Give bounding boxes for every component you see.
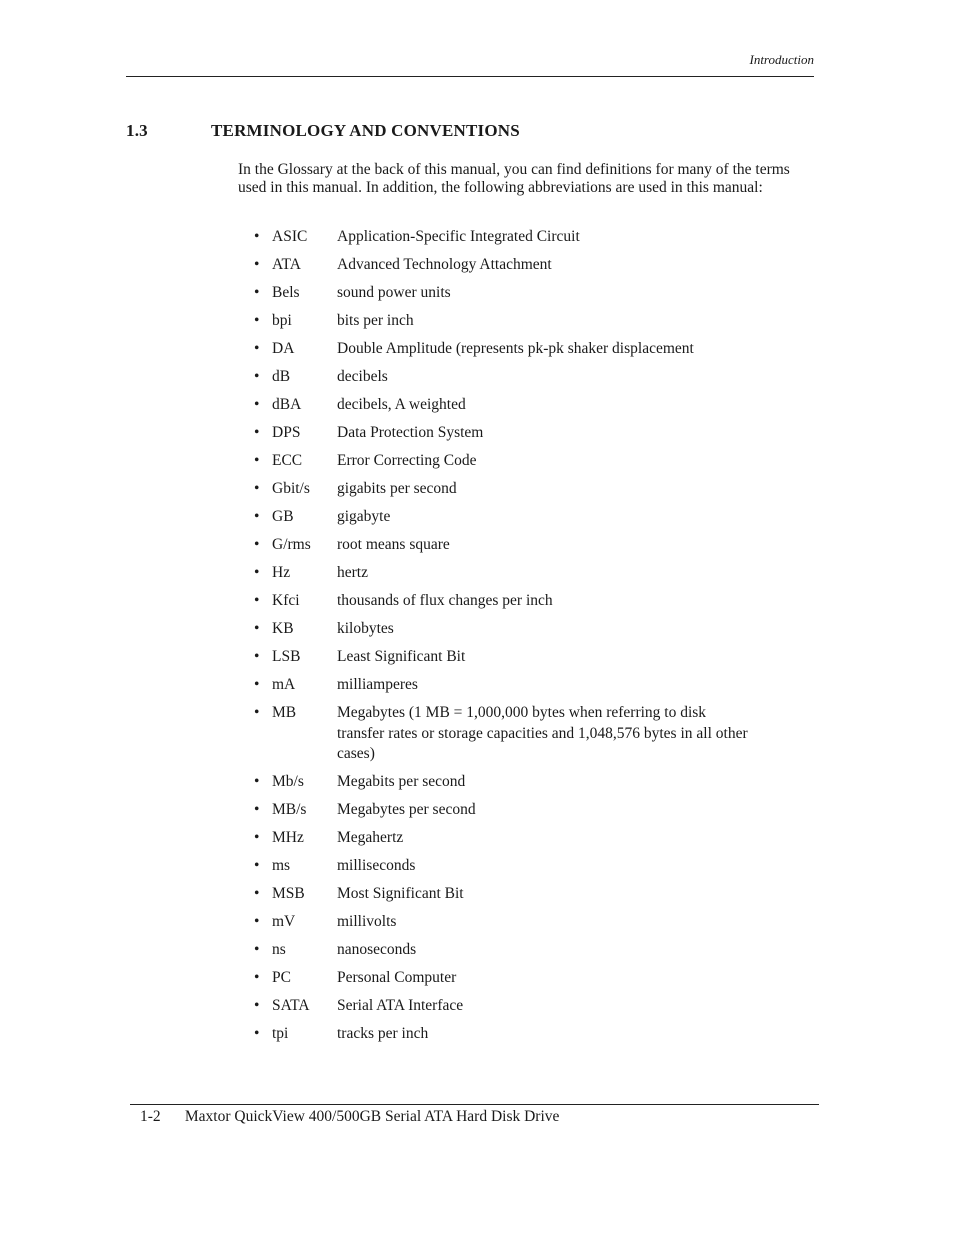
abbreviation-term: G/rms	[272, 536, 311, 553]
abbreviation-definition: millivolts	[337, 913, 397, 930]
abbreviation-item	[254, 479, 774, 500]
bullet-icon: •	[254, 564, 260, 581]
bullet-icon: •	[254, 648, 260, 665]
abbreviation-term: mV	[272, 913, 296, 930]
abbreviation-definition: milliseconds	[337, 857, 416, 874]
page-footer	[140, 1108, 800, 1126]
abbreviation-definition: Serial ATA Interface	[337, 997, 464, 1014]
abbreviation-term: MB/s	[272, 801, 307, 818]
abbreviation-term: dBA	[272, 396, 302, 413]
abbreviation-term: bpi	[272, 312, 292, 329]
bullet-icon: •	[254, 676, 260, 693]
footer-page-number: 1-2	[140, 1108, 161, 1125]
bullet-icon: •	[254, 592, 260, 609]
bullet-icon: •	[254, 704, 260, 721]
abbreviation-item	[254, 772, 774, 793]
bullet-icon: •	[254, 1025, 260, 1042]
abbreviation-definition: gigabits per second	[337, 480, 457, 497]
bullet-icon: •	[254, 312, 260, 329]
abbreviation-item	[254, 800, 774, 821]
running-header: Introduction	[749, 52, 814, 67]
intro-paragraph: In the Glossary at the back of this manual, you can find definitions for many of the terms used in this manual. In addition, the following abbreviations are used in this manual:	[238, 161, 790, 196]
abbreviation-definition: Megabytes per second	[337, 801, 476, 818]
abbreviation-definition: Megabytes (1 MB = 1,000,000 bytes when referring to disk transfer rates or storage capacities and 1,048,576 bytes in all other cases)	[337, 704, 748, 762]
abbreviation-item	[254, 996, 774, 1017]
abbreviation-definition: sound power units	[337, 284, 451, 301]
abbreviation-item	[254, 423, 774, 444]
abbreviation-item	[254, 563, 774, 584]
abbreviation-item	[254, 828, 774, 849]
bullet-icon: •	[254, 857, 260, 874]
section-number: 1.3	[126, 121, 148, 140]
abbreviation-item	[254, 339, 774, 360]
abbreviation-item	[254, 227, 774, 248]
abbreviation-definition: Most Significant Bit	[337, 885, 464, 902]
abbreviation-term: tpi	[272, 1025, 289, 1042]
footer-document-title: Maxtor QuickView 400/500GB Serial ATA Hard Disk Drive	[184, 1108, 560, 1125]
abbreviation-item	[254, 912, 774, 933]
abbreviation-term: dB	[272, 368, 291, 385]
abbreviation-definition: nanoseconds	[337, 941, 417, 958]
bullet-icon: •	[254, 773, 260, 790]
abbreviation-item	[254, 283, 774, 304]
bullet-icon: •	[254, 997, 260, 1014]
abbreviation-term: Kfci	[272, 592, 300, 609]
abbreviation-item	[254, 856, 774, 877]
bullet-icon: •	[254, 913, 260, 930]
abbreviation-definition: Personal Computer	[337, 969, 457, 986]
abbreviation-term: PC	[272, 969, 291, 986]
abbreviation-item	[254, 507, 774, 528]
bullet-icon: •	[254, 480, 260, 497]
abbreviation-item	[254, 535, 774, 556]
abbreviation-term: DA	[272, 340, 295, 357]
abbreviation-definition: Megahertz	[337, 829, 404, 846]
abbreviation-term: MHz	[272, 829, 304, 846]
abbreviation-term: ECC	[272, 452, 303, 469]
bullet-icon: •	[254, 941, 260, 958]
abbreviation-item	[254, 395, 774, 416]
abbreviation-item	[254, 451, 774, 472]
abbreviation-definition: decibels, A weighted	[337, 396, 466, 413]
abbreviation-item	[254, 647, 774, 668]
abbreviation-term: Mb/s	[272, 773, 304, 790]
abbreviation-term: KB	[272, 620, 294, 637]
bullet-icon: •	[254, 284, 260, 301]
abbreviation-definition: Megabits per second	[337, 773, 466, 790]
abbreviation-definition: Least Significant Bit	[337, 648, 466, 665]
abbreviation-definition: Error Correcting Code	[337, 452, 477, 469]
abbreviation-item	[254, 619, 774, 640]
bullet-icon: •	[254, 508, 260, 525]
abbreviation-item	[254, 940, 774, 961]
abbreviation-definition: tracks per inch	[337, 1025, 429, 1042]
bullet-icon: •	[254, 969, 260, 986]
abbreviation-definition: root means square	[337, 536, 450, 553]
abbreviation-definition: gigabyte	[337, 508, 391, 525]
abbreviation-item	[254, 591, 774, 612]
abbreviation-term: Bels	[272, 284, 300, 301]
abbreviation-definition: kilobytes	[337, 620, 394, 637]
bullet-icon: •	[254, 620, 260, 637]
abbreviation-definition: Advanced Technology Attachment	[337, 256, 552, 273]
abbreviation-item	[254, 968, 774, 989]
abbreviation-definition: hertz	[337, 564, 368, 581]
abbreviation-item	[254, 311, 774, 332]
abbreviation-term: mA	[272, 676, 296, 693]
abbreviation-definition: thousands of flux changes per inch	[337, 592, 553, 609]
abbreviation-term: ATA	[272, 256, 301, 273]
bullet-icon: •	[254, 829, 260, 846]
abbreviation-term: ms	[272, 857, 291, 874]
abbreviation-definition: bits per inch	[337, 312, 414, 329]
bullet-icon: •	[254, 368, 260, 385]
footer-rule	[130, 1104, 819, 1105]
header-rule	[126, 76, 814, 77]
abbreviation-term: SATA	[272, 997, 310, 1014]
bullet-icon: •	[254, 228, 260, 245]
abbreviation-term: ASIC	[272, 228, 308, 245]
bullet-icon: •	[254, 340, 260, 357]
bullet-icon: •	[254, 256, 260, 273]
abbreviation-term: DPS	[272, 424, 301, 441]
bullet-icon: •	[254, 396, 260, 413]
abbreviation-term: Gbit/s	[272, 480, 310, 497]
abbreviation-definition: decibels	[337, 368, 388, 385]
abbreviation-item	[254, 884, 774, 905]
abbreviation-definition: Data Protection System	[337, 424, 484, 441]
abbreviation-item	[254, 367, 774, 388]
bullet-icon: •	[254, 885, 260, 902]
abbreviation-definition: Double Amplitude (represents pk-pk shaker displacement	[337, 340, 694, 357]
bullet-icon: •	[254, 536, 260, 553]
abbreviation-item	[254, 675, 774, 696]
bullet-icon: •	[254, 801, 260, 818]
abbreviation-term: MSB	[272, 885, 305, 902]
abbreviation-item	[254, 703, 774, 765]
abbreviation-list	[254, 227, 774, 1052]
abbreviation-definition: milliamperes	[337, 676, 418, 693]
abbreviation-item	[254, 255, 774, 276]
abbreviation-definition: Application-Specific Integrated Circuit	[337, 228, 580, 245]
bullet-icon: •	[254, 452, 260, 469]
abbreviation-term: ns	[272, 941, 286, 958]
section-title: TERMINOLOGY AND CONVENTIONS	[211, 121, 520, 140]
bullet-icon: •	[254, 424, 260, 441]
abbreviation-item	[254, 1024, 774, 1045]
abbreviation-term: Hz	[272, 564, 291, 581]
abbreviation-term: LSB	[272, 648, 301, 665]
abbreviation-term: MB	[272, 704, 297, 721]
abbreviation-term: GB	[272, 508, 294, 525]
